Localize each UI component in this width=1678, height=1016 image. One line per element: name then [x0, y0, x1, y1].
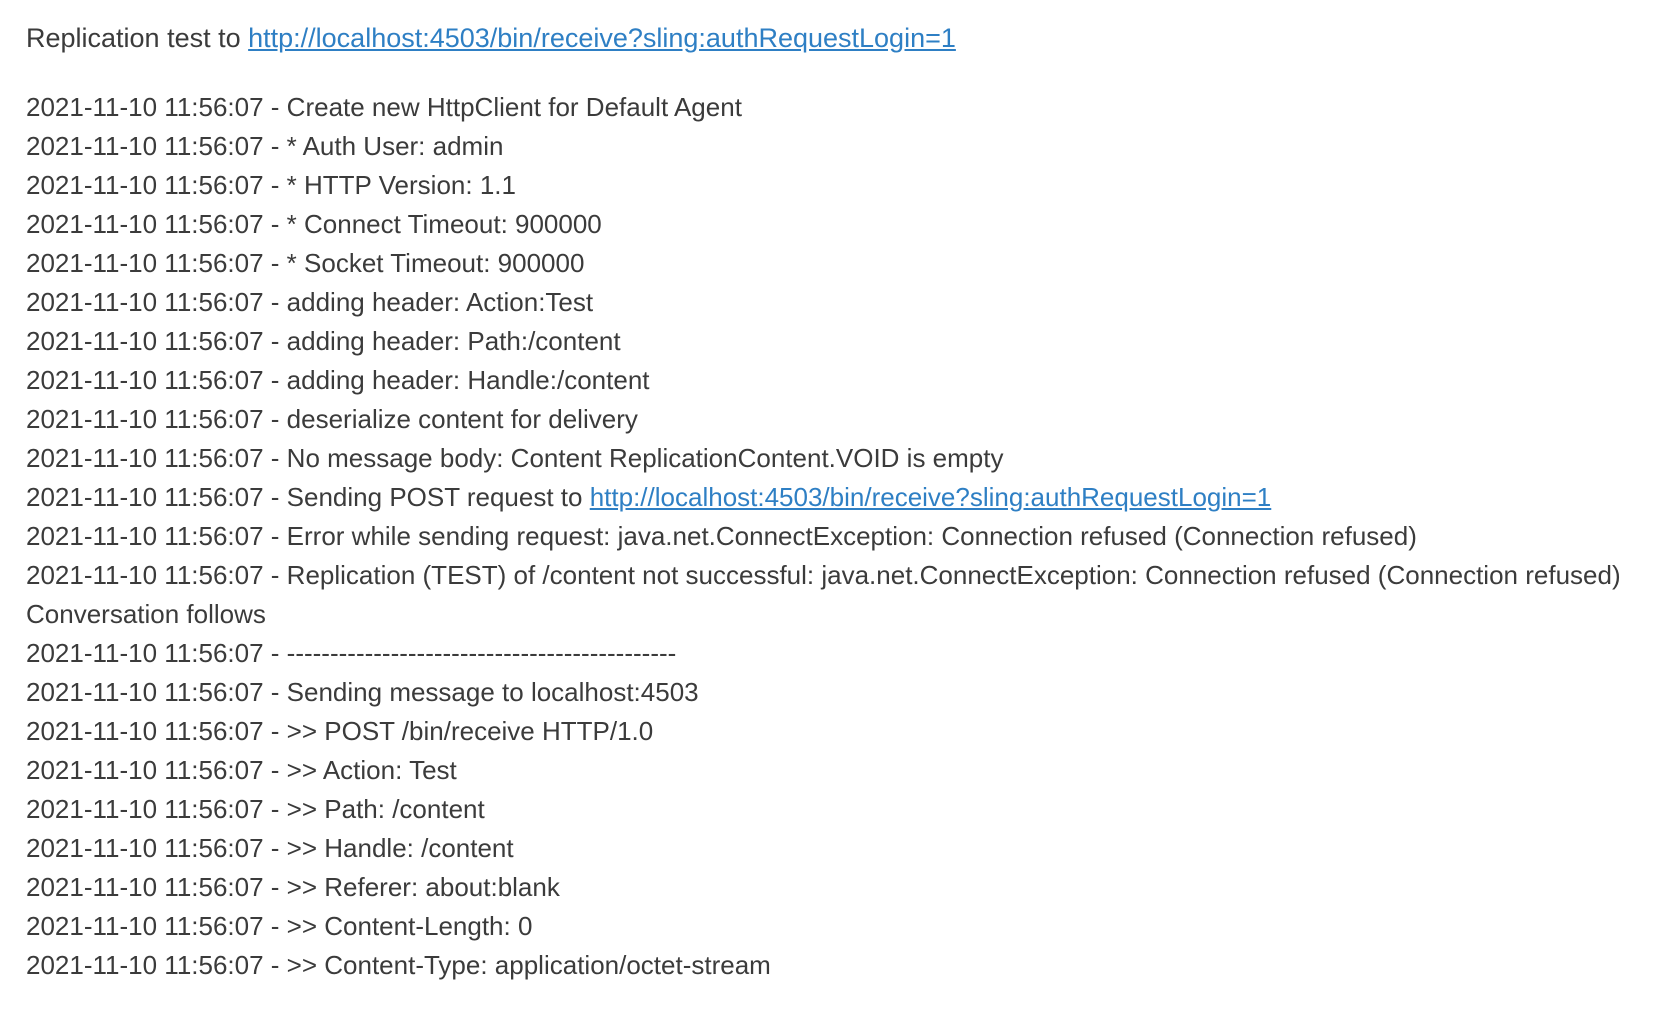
replication-target-link[interactable]: http://localhost:4503/bin/receive?sling:authRequestLogin=1: [248, 23, 956, 53]
log-line: [26, 400, 1652, 439]
log-line: [26, 946, 1652, 985]
log-line: [26, 283, 1652, 322]
log-line-text: 2021-11-10 11:56:07 - Error while sending request: java.net.ConnectException: Connection refused (Connection refused): [26, 521, 1417, 551]
log-line-text: 2021-11-10 11:56:07 - >> POST /bin/receive HTTP/1.0: [26, 716, 654, 746]
log-line-link[interactable]: http://localhost:4503/bin/receive?sling:authRequestLogin=1: [589, 482, 1272, 512]
log-line-text: 2021-11-10 11:56:07 - * HTTP Version: 1.1: [26, 170, 516, 200]
log-line-text: 2021-11-10 11:56:07 - adding header: Action:Test: [26, 287, 594, 317]
log-line: [26, 556, 1652, 634]
log-line: [26, 244, 1652, 283]
log-line-text: 2021-11-10 11:56:07 - Sending message to localhost:4503: [26, 677, 699, 707]
log-line: [26, 166, 1652, 205]
replication-test-header: [26, 18, 1652, 58]
log-line: [26, 790, 1652, 829]
log-line: [26, 907, 1652, 946]
log-line-list: [26, 88, 1652, 985]
log-line: [26, 439, 1652, 478]
log-line-text: 2021-11-10 11:56:07 - >> Action: Test: [26, 755, 457, 785]
log-line: [26, 205, 1652, 244]
log-line: [26, 751, 1652, 790]
log-line-text: 2021-11-10 11:56:07 - >> Path: /content: [26, 794, 485, 824]
log-line: [26, 829, 1652, 868]
log-line: [26, 673, 1652, 712]
log-line: [26, 361, 1652, 400]
log-line: [26, 478, 1652, 517]
log-line-text: 2021-11-10 11:56:07 - adding header: Path:/content: [26, 326, 621, 356]
log-line-text: 2021-11-10 11:56:07 - >> Content-Length: 0: [26, 911, 533, 941]
log-line: [26, 634, 1652, 673]
log-line-text: 2021-11-10 11:56:07 - >> Content-Type: application/octet-stream: [26, 950, 771, 980]
replication-test-header-label: Replication test to: [26, 23, 249, 53]
log-line-text: 2021-11-10 11:56:07 - * Auth User: admin: [26, 131, 504, 161]
log-line-text: 2021-11-10 11:56:07 - ---------------------------------------------: [26, 638, 677, 668]
log-line-text: 2021-11-10 11:56:07 - * Socket Timeout: 900000: [26, 248, 585, 278]
log-line-text: 2021-11-10 11:56:07 - adding header: Handle:/content: [26, 365, 650, 395]
log-line: [26, 88, 1652, 127]
log-line-text: 2021-11-10 11:56:07 - Sending POST request to: [26, 482, 590, 512]
log-line-text: 2021-11-10 11:56:07 - deserialize content for delivery: [26, 404, 638, 434]
log-line-text: 2021-11-10 11:56:07 - * Connect Timeout: 900000: [26, 209, 602, 239]
log-line: [26, 322, 1652, 361]
log-line-text: 2021-11-10 11:56:07 - Replication (TEST) of /content not successful: java.net.ConnectException: Connection refused (Connection refused) Conversation follows: [26, 560, 1628, 629]
log-line-text: 2021-11-10 11:56:07 - >> Referer: about:blank: [26, 872, 560, 902]
log-line: [26, 868, 1652, 907]
log-line-text: 2021-11-10 11:56:07 - Create new HttpClient for Default Agent: [26, 92, 742, 122]
log-line: [26, 517, 1652, 556]
log-line-text: 2021-11-10 11:56:07 - >> Handle: /content: [26, 833, 514, 863]
log-line-text: 2021-11-10 11:56:07 - No message body: Content ReplicationContent.VOID is empty: [26, 443, 1004, 473]
log-line: [26, 712, 1652, 751]
log-line: [26, 127, 1652, 166]
